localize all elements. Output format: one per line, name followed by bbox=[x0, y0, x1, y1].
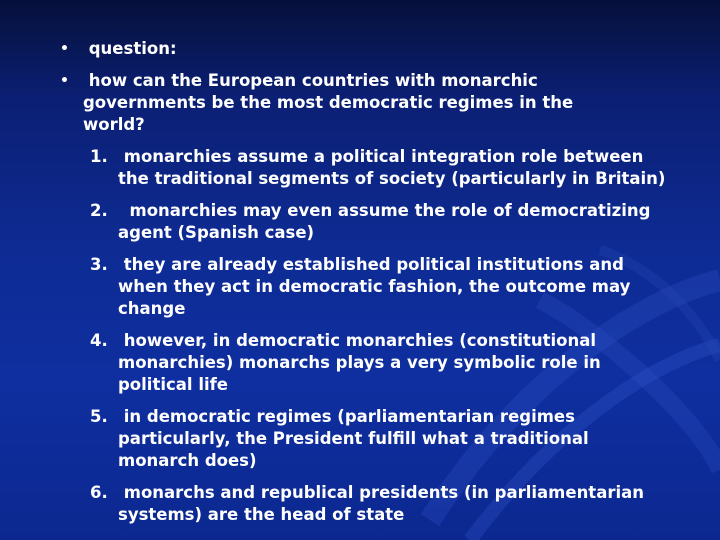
bullet-text: how can the European countries with monarchic governments be the most democratic regimes in the world? bbox=[83, 71, 579, 134]
bullet-marker: • bbox=[60, 73, 69, 89]
item-number: 4. bbox=[90, 331, 108, 350]
item-text: in democratic regimes (parliamentarian regimes particularly, the President fulfill what a traditional monarch does) bbox=[118, 407, 595, 470]
list-item bbox=[90, 200, 670, 244]
item-number: 6. bbox=[90, 483, 108, 502]
item-text: monarchs and republical presidents (in parliamentarian systems) are the head of state bbox=[118, 483, 650, 524]
bullet-marker: • bbox=[60, 41, 69, 57]
item-text: monarchies may even assume the role of democratizing agent (Spanish case) bbox=[118, 201, 657, 242]
list-item bbox=[90, 482, 670, 526]
bullet-main-question bbox=[60, 70, 640, 136]
item-text: however, in democratic monarchies (constitutional monarchies) monarchs plays a very symbolic role in political life bbox=[118, 331, 607, 394]
numbered-list bbox=[90, 146, 670, 536]
item-number: 1. bbox=[90, 147, 108, 166]
list-item bbox=[90, 254, 670, 320]
item-text: they are already established political institutions and when they act in democratic fashion, the outcome may change bbox=[118, 255, 637, 318]
bullet-question bbox=[60, 38, 640, 60]
item-number: 2. bbox=[90, 201, 108, 220]
bullet-text: question: bbox=[83, 39, 177, 58]
list-item bbox=[90, 146, 670, 190]
item-number: 3. bbox=[90, 255, 108, 274]
list-item bbox=[90, 330, 670, 396]
item-text: monarchies assume a political integration role between the traditional segments of society (particularly in Britain) bbox=[118, 147, 666, 188]
item-number: 5. bbox=[90, 407, 108, 426]
list-item bbox=[90, 406, 670, 472]
